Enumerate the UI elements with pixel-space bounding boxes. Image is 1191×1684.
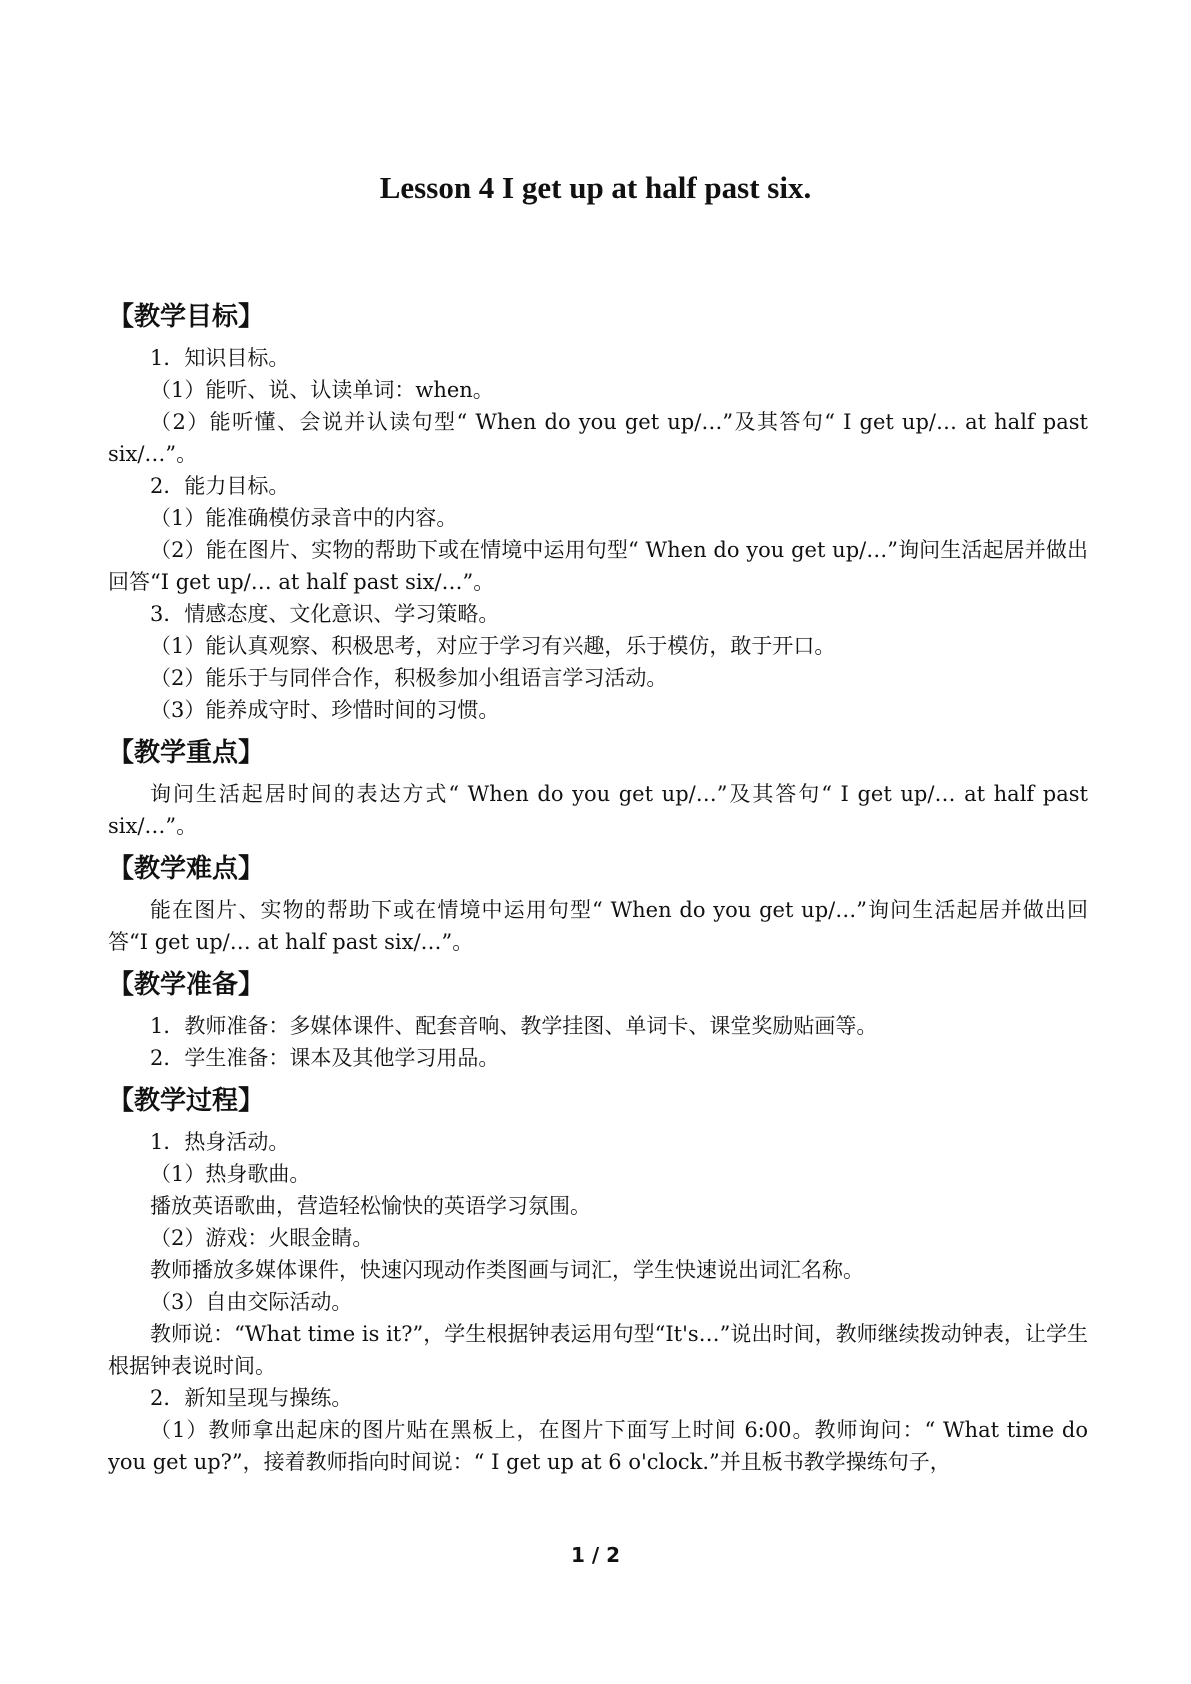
section-difficulties <box>108 850 1088 958</box>
paragraph: （2）能乐于与同伴合作，积极参加小组语言学习活动。 <box>150 666 668 690</box>
paragraph: 1．教师准备：多媒体课件、配套音响、教学挂图、单词卡、课堂奖励贴画等。 <box>150 1014 878 1038</box>
paragraph: 播放英语歌曲，营造轻松愉快的英语学习氛围。 <box>150 1194 591 1218</box>
document-title: Lesson 4 I get up at half past six. <box>379 170 812 205</box>
paragraph: （3）能养成守时、珍惜时间的习惯。 <box>150 698 500 722</box>
paragraph: （1）教师拿出起床的图片贴在黑板上，在图片下面写上时间 6:00。教师询问：“ What time do you get up?”，接着教师指向时间说：“ I get up at 6 o'clock.”并且板书教学操练句子， <box>108 1418 1088 1474</box>
paragraph: 1．热身活动。 <box>150 1130 290 1154</box>
section-keypoints <box>108 734 1088 842</box>
paragraph: 能在图片、实物的帮助下或在情境中运用句型“ When do you get up/…”询问生活起居并做出回答“I get up/… at half past six/…”。 <box>108 898 1088 954</box>
section-heading: 【教学难点】 <box>108 854 265 884</box>
paragraph: 2．新知呈现与操练。 <box>150 1386 353 1410</box>
section-heading: 【教学过程】 <box>108 1086 265 1116</box>
section-heading: 【教学重点】 <box>108 738 265 768</box>
paragraph: （2）能听懂、会说并认读句型“ When do you get up/…”及其答句“ I get up/… at half past six/…”。 <box>108 410 1088 466</box>
paragraph: 教师说：“What time is it?”，学生根据钟表运用句型“It's…”说出时间，教师继续拨动钟表，让学生根据钟表说时间。 <box>108 1322 1088 1378</box>
section-objectives <box>108 298 1088 726</box>
paragraph: （2）游戏：火眼金睛。 <box>150 1226 374 1250</box>
paragraph: 2．能力目标。 <box>150 474 290 498</box>
document-body <box>108 298 1088 1478</box>
paragraph: （3）自由交际活动。 <box>150 1290 353 1314</box>
page-number: 1 / 2 <box>570 1543 621 1567</box>
paragraph: 2．学生准备：课本及其他学习用品。 <box>150 1046 500 1070</box>
paragraph: （1）能认真观察、积极思考，对应于学习有兴趣，乐于模仿，敢于开口。 <box>150 634 836 658</box>
paragraph: （1）热身歌曲。 <box>150 1162 311 1186</box>
section-heading: 【教学准备】 <box>108 970 265 1000</box>
section-process <box>108 1082 1088 1478</box>
paragraph: （2）能在图片、实物的帮助下或在情境中运用句型“ When do you get up/…”询问生活起居并做出回答“I get up/… at half past six/…”。 <box>108 538 1088 594</box>
paragraph: 教师播放多媒体课件，快速闪现动作类图画与词汇，学生快速说出词汇名称。 <box>150 1258 864 1282</box>
paragraph: 3．情感态度、文化意识、学习策略。 <box>150 602 500 626</box>
paragraph: 1．知识目标。 <box>150 346 290 370</box>
section-heading: 【教学目标】 <box>108 302 265 332</box>
paragraph: （1）能准确模仿录音中的内容。 <box>150 506 458 530</box>
paragraph: 询问生活起居时间的表达方式“ When do you get up/…”及其答句“ I get up/… at half past six/…”。 <box>108 782 1088 838</box>
section-preparation <box>108 966 1088 1074</box>
paragraph: （1）能听、说、认读单词：when。 <box>150 378 494 402</box>
